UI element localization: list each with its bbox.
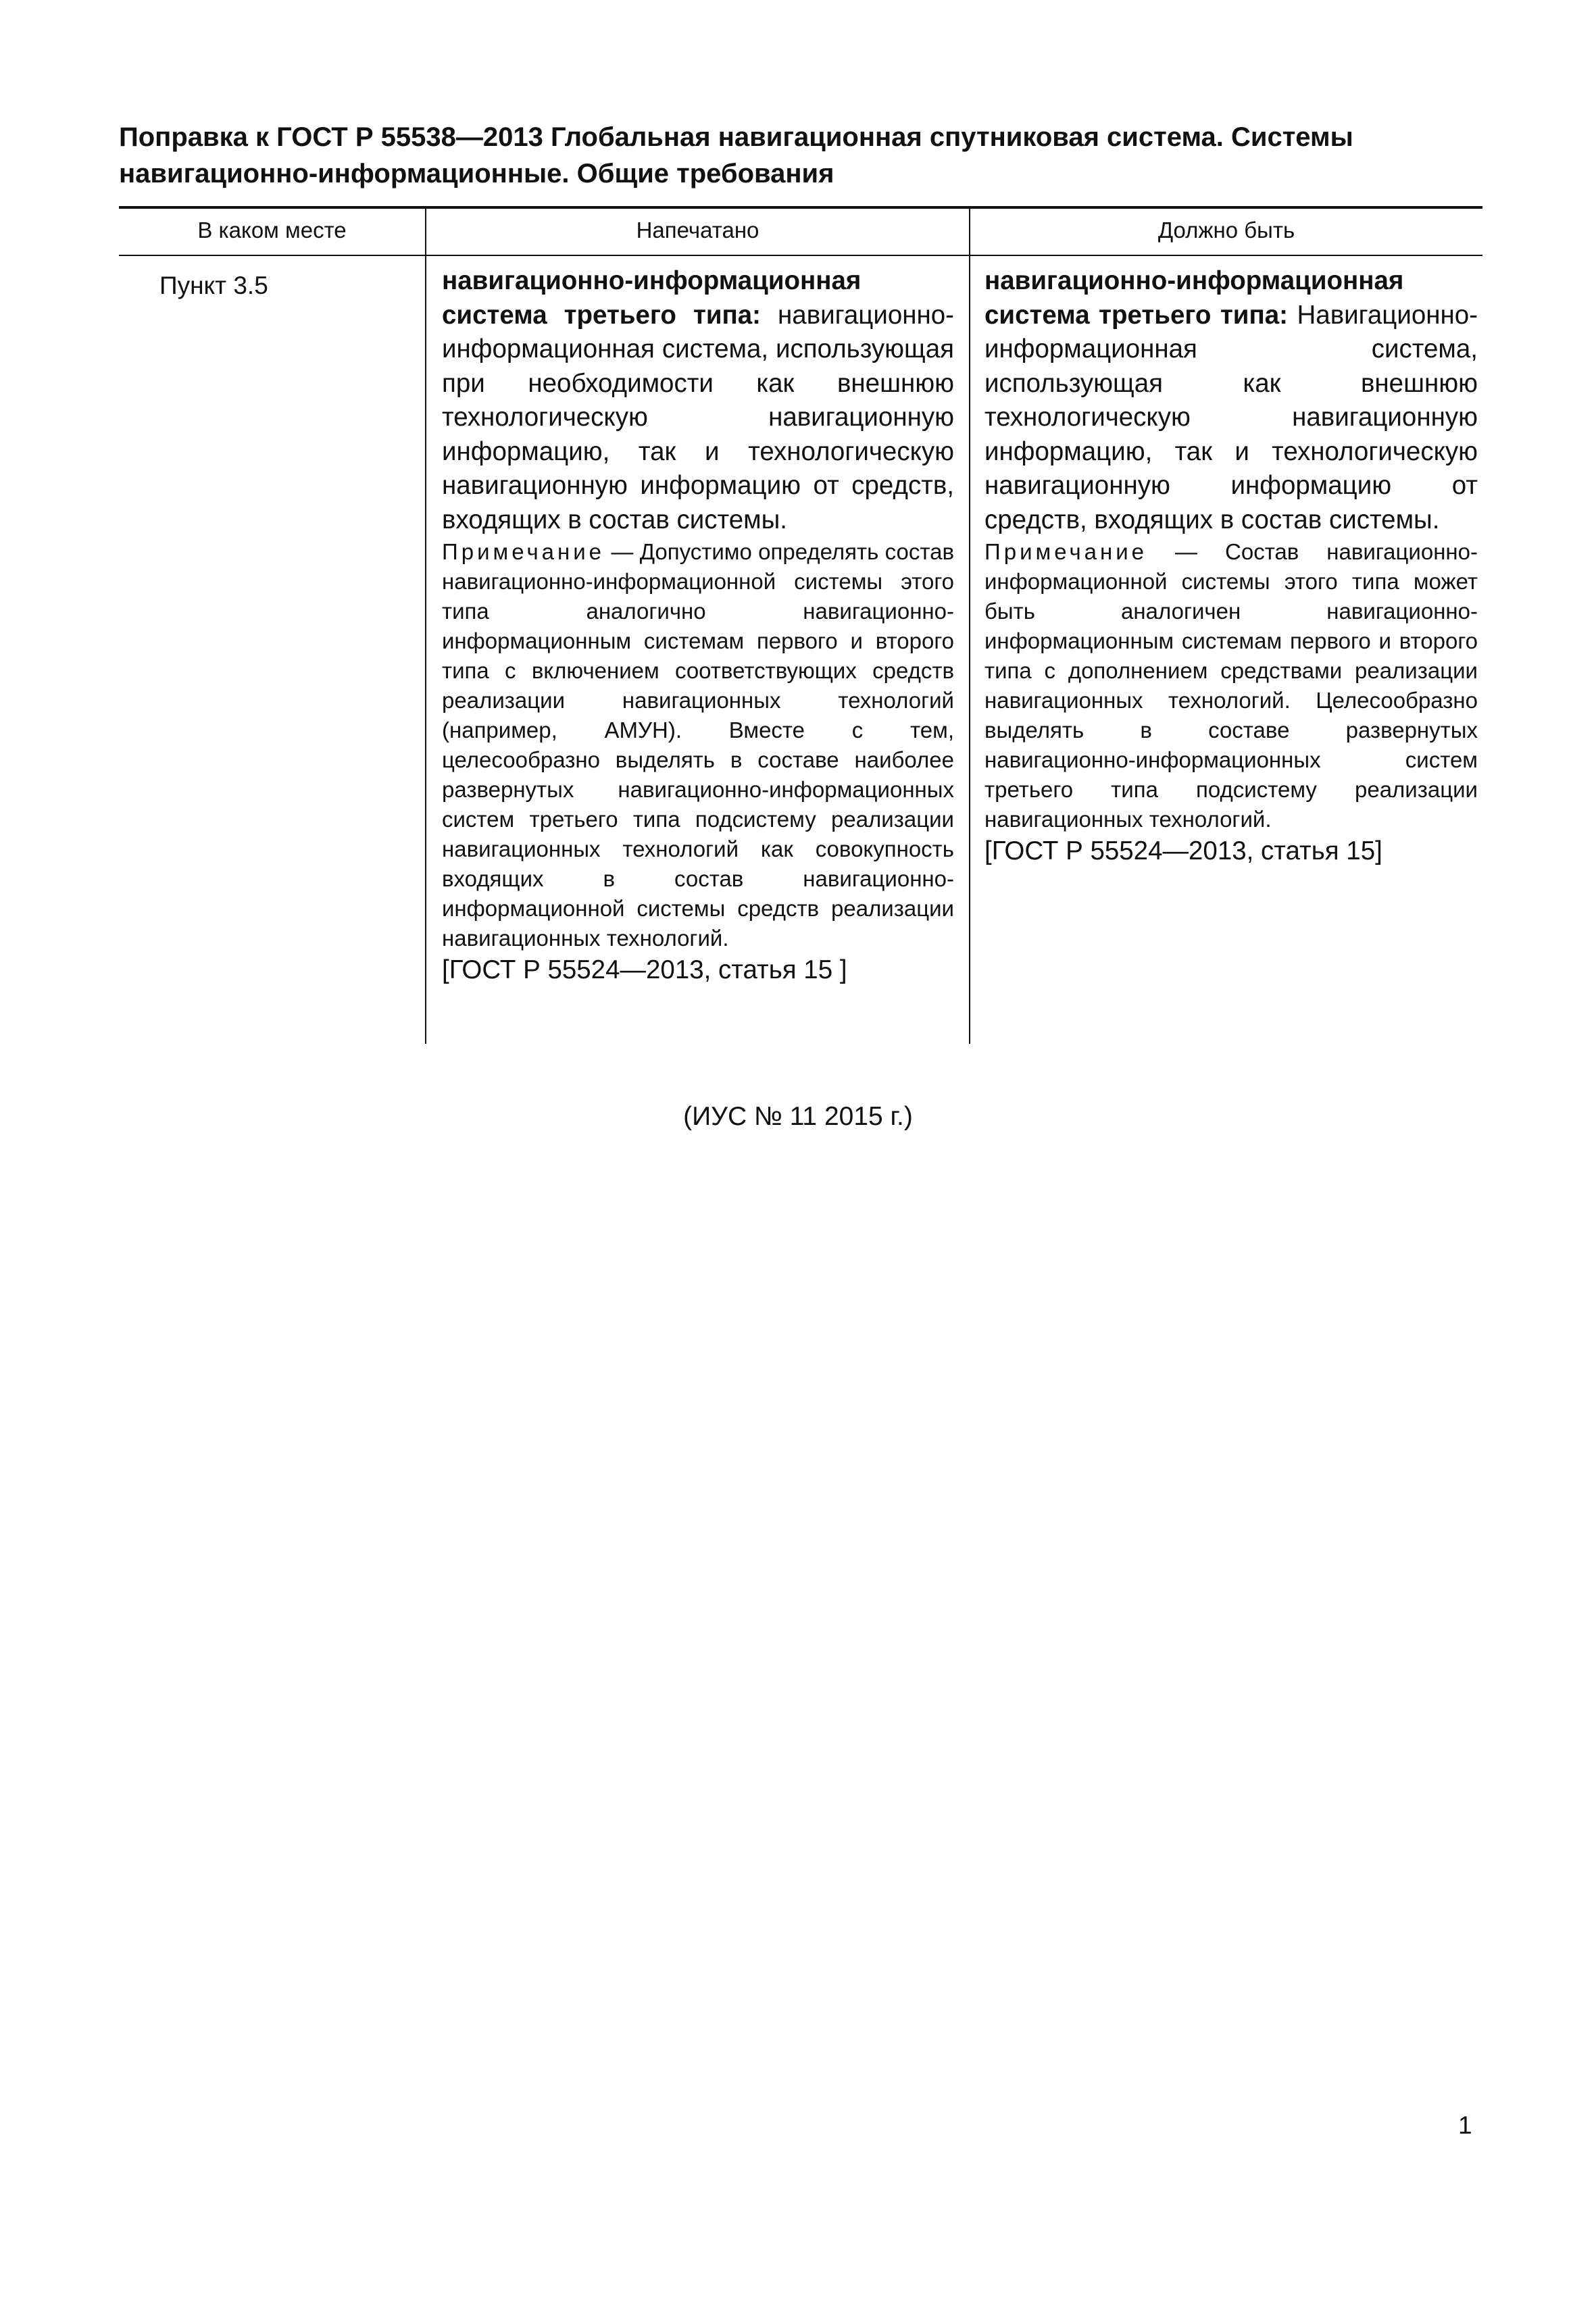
should-be-definition xyxy=(984,264,1478,537)
should-be-reference: [ГОСТ Р 55524—2013, статья 15] xyxy=(984,836,1382,865)
printed-cell xyxy=(442,264,954,987)
column-divider xyxy=(425,206,426,1044)
printed-note xyxy=(442,537,954,953)
table-header-rule xyxy=(119,255,1482,256)
row-place: Пункт 3.5 xyxy=(159,272,268,299)
printed-note-label: Примечание xyxy=(442,539,605,564)
printed-definition xyxy=(442,264,954,537)
page-number: 1 xyxy=(1458,2111,1472,2139)
ius-reference: (ИУС № 11 2015 г.) xyxy=(683,1102,913,1131)
header-should-be: Должно быть xyxy=(1157,218,1295,243)
should-be-note-label: Примечание xyxy=(984,539,1148,564)
should-be-note-text: — Состав навигационно-информационной системы этого типа может быть аналогичен навигационно-информационным системам первого и второго типа с дополнением средствами реализации навигационных технологий. Целесообразно выделять в составе развернутых навигационно-информационных систем третьего типа подсистему реализации навигационных технологий. xyxy=(984,539,1478,832)
corrections-table xyxy=(119,206,1482,1044)
header-printed: Напечатано xyxy=(636,218,759,243)
printed-term: навигационно-информационная система третьего типа: xyxy=(442,266,862,330)
table-top-rule xyxy=(119,206,1482,209)
printed-note-text: — Допустимо определять состав навигационно-информационной системы этого типа аналогично навигационно-информационным системам первого и второго типа с включением соответствующих средств реализации навигационных технологий (например, АМУН). Вместе с тем, целесообразно выделять в составе наиболее развернутых навигационно-информационных систем третьего типа подсистему реализации навигационных технологий как совокупность входящих в состав навигационно-информационной системы средств реализации навигационных технологий. xyxy=(442,539,955,951)
should-be-cell xyxy=(984,264,1478,868)
header-place: В каком месте xyxy=(197,218,347,243)
column-divider xyxy=(969,206,970,1044)
should-be-term: навигационно-информационная система третьего типа: xyxy=(984,266,1404,330)
document-title: Поправка к ГОСТ Р 55538—2013 Глобальная навигационная спутниковая система. Системы навигационно-информационные. Общие требования xyxy=(119,122,1353,188)
printed-definition-text: навигационно-информационная система, использующая при необходимости как внешнюю технологическую навигационную информацию, так и технологическую навигационную информацию от средств, входящих в состав системы. xyxy=(442,300,954,534)
printed-reference: [ГОСТ Р 55524—2013, статья 15 ] xyxy=(442,955,847,984)
should-be-definition-text: Навигационно-информационная система, использующая как внешнюю технологическую навигационную информацию, так и технологическую навигационную информацию от средств, входящих в состав системы. xyxy=(984,300,1478,534)
should-be-note xyxy=(984,537,1478,834)
